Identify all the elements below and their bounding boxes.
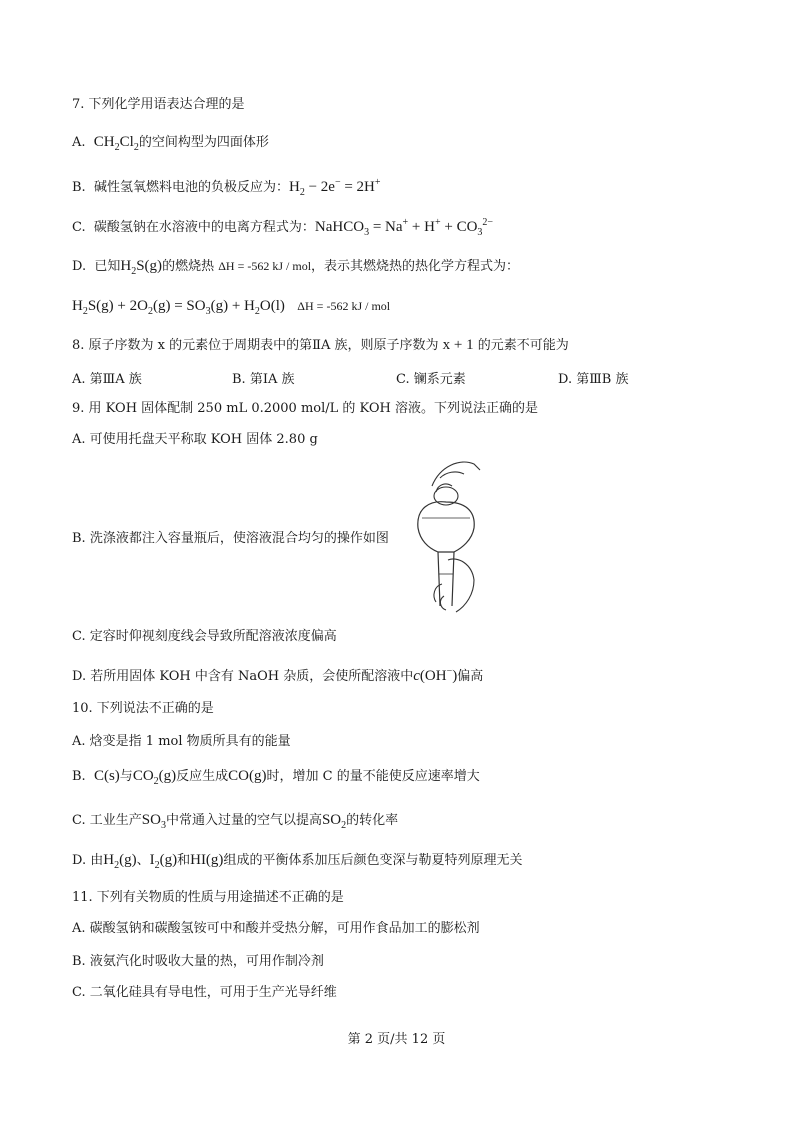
- q7-option-a: A. $CH_2Cl_2$的空间构型为四面体形: [72, 134, 269, 153]
- q8-option-c: C. 镧系元素: [396, 372, 466, 387]
- volumetric-flask-inversion-figure: [412, 456, 484, 616]
- q7-option-c: C. 碳酸氢钠在水溶液中的电离方程式为：NaHCO$_3$ = $Na^+ + H^+ + CO_3^{2-}$: [72, 217, 494, 238]
- q7-equation: $H_2S(g) + 2O_2(g) = SO_3(g) + H_2O(l)$ ΔH = -562 kJ / mol: [72, 298, 391, 317]
- page-footer: 第 2 页/共 12 页: [347, 1032, 446, 1047]
- q11-option-b: B. 液氨汽化时吸收大量的热，可用作制冷剂: [72, 954, 324, 969]
- q7-option-b: B. 碱性氢氧燃料电池的负极反应为：$H_2 - 2e^- = 2H^+$: [72, 177, 381, 198]
- q9-option-a: A. 可使用托盘天平称取 KOH 固体 2.80 g: [72, 432, 318, 447]
- q9-option-c: C. 定容时仰视刻度线会导致所配溶液浓度偏高: [72, 629, 337, 644]
- q8-option-b: B. 第ⅠA 族: [232, 372, 295, 387]
- q10-option-a: A. 焓变是指 1 mol 物质所具有的能量: [72, 734, 291, 749]
- q11-stem: 11. 下列有关物质的性质与用途描述不正确的是: [72, 890, 344, 905]
- q10-option-b: B. C(s)与$CO_2(g)$反应生成CO(g)时，增加 C 的量不能使反应速率增大: [72, 768, 480, 787]
- q10-option-d: D. 由$H_2(g)$、$I_2(g)$和HI(g)组成的平衡体系加压后颜色变深与勒夏特列原理无关: [72, 852, 523, 871]
- q11-option-a: A. 碳酸氢钠和碳酸氢铵可中和酸并受热分解，可用作食品加工的膨松剂: [72, 921, 480, 936]
- q9-option-b: B. 洗涤液都注入容量瓶后，使溶液混合均匀的操作如图: [72, 531, 389, 546]
- q8-stem: 8. 原子序数为 x 的元素位于周期表中的第ⅡA 族，则原子序数为 x + 1 的元素不可能为: [72, 337, 569, 353]
- q9-option-d: D. 若所用固体 KOH 中含有 NaOH 杂质，会使所配溶液中c(OH−)偏高: [72, 666, 484, 684]
- q10-option-c: C. 工业生产$SO_3$中常通入过量的空气以提高$SO_2$的转化率: [72, 812, 399, 831]
- q9-stem: 9. 用 KOH 固体配制 250 mL 0.2000 mol/L 的 KOH 溶液。下列说法正确的是: [72, 401, 539, 416]
- q11-option-c: C. 二氧化硅具有导电性，可用于生产光导纤维: [72, 985, 337, 1000]
- q8-option-d: D. 第ⅢB 族: [558, 372, 629, 387]
- q10-stem: 10. 下列说法不正确的是: [72, 701, 214, 716]
- q7-stem: 7. 下列化学用语表达合理的是: [72, 97, 245, 112]
- q7-option-d: D. 已知$H_2S(g)$的燃烧热 ΔH = -562 kJ / mol，表示其燃烧热的热化学方程式为：: [72, 258, 520, 277]
- q8-option-a: A. 第ⅢA 族: [72, 372, 142, 387]
